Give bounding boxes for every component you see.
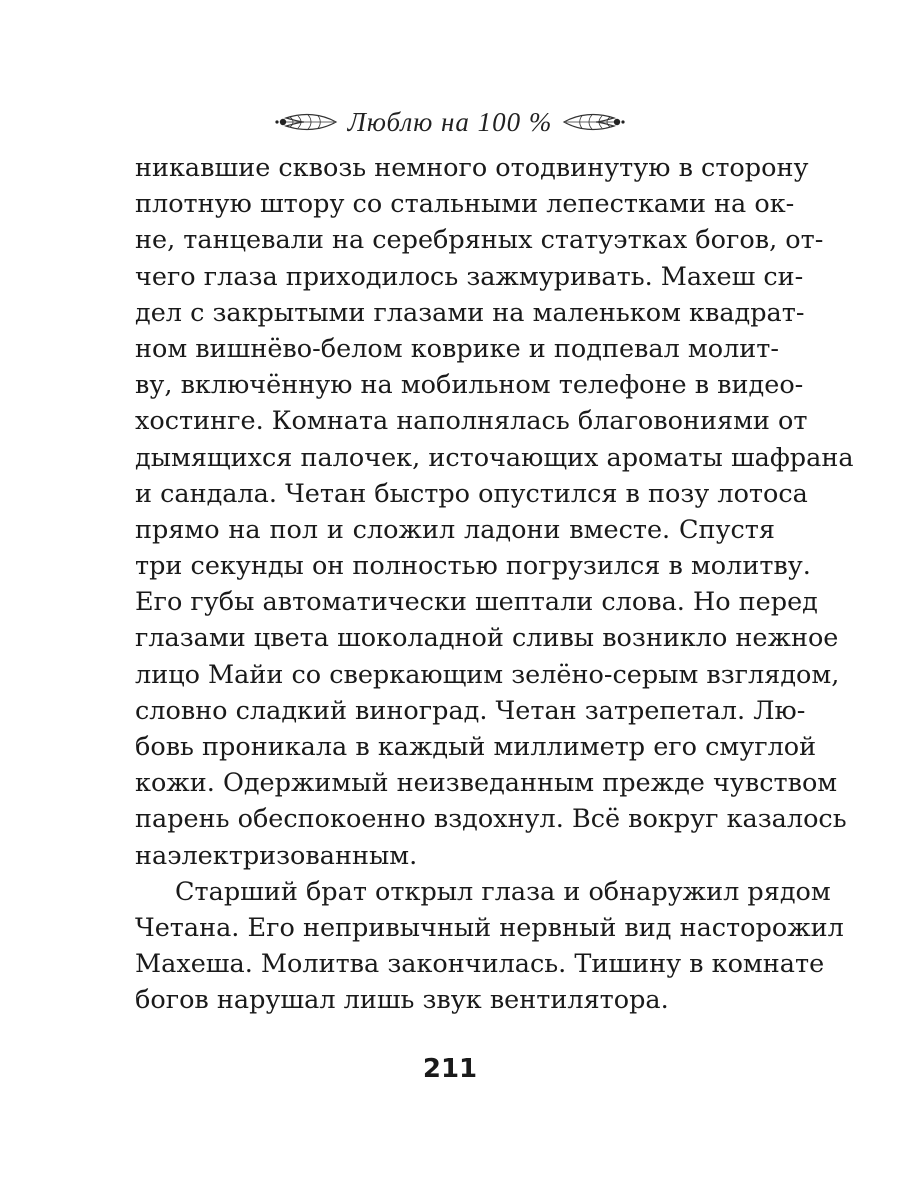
- text-line: парень обеспокоенно вздохнул. Всё вокруг казалось: [135, 804, 847, 835]
- text-line: бовь проникала в каждый миллиметр его смуглой: [135, 732, 817, 762]
- text-line: Старший брат открыл глаза и обнаружил рядом: [175, 876, 831, 907]
- text-line: чего глаза приходилось зажмуривать. Махеш си-: [135, 261, 804, 292]
- text-line: богов нарушал лишь звук вентилятора.: [135, 985, 669, 1016]
- text-line: ном вишнёво-белом коврике и подпевал молит-: [135, 333, 779, 364]
- text-line: прямо на пол и сложил ладони вместе. Спустя: [135, 514, 775, 545]
- text-line: плотную штору со стальными лепестками на ок-: [135, 189, 795, 220]
- running-header-title: Люблю на 100 %: [347, 106, 553, 137]
- text-line: хостинге. Комната наполнялась благовониями от: [135, 406, 808, 437]
- text-line: не, танцевали на серебряных статуэтках богов, от-: [135, 225, 824, 256]
- text-line: и сандала. Четан быстро опустился в позу лотоса: [135, 478, 808, 509]
- text-line: дымящихся палочек, источающих ароматы шафрана: [135, 442, 854, 473]
- text-line: лицо Майи со сверкающим зелёно-серым взглядом,: [135, 659, 840, 690]
- paragraph-2: [135, 874, 844, 1019]
- feather-flourish-icon: [562, 108, 626, 136]
- paragraph-1: [135, 150, 854, 874]
- text-line: Четана. Его непривычный нервный вид насторожил: [135, 912, 844, 943]
- running-header: [0, 98, 900, 146]
- page-number: 211: [422, 1054, 478, 1084]
- text-line: ву, включённую на мобильном телефоне в видео-: [135, 370, 804, 401]
- text-line: три секунды он полностью погрузился в молитву.: [135, 551, 811, 582]
- text-line: никавшие сквозь немного отодвинутую в сторону: [135, 153, 809, 183]
- text-line: Его губы автоматически шептали слова. Но перед: [135, 587, 818, 618]
- text-line: наэлектризованным.: [135, 840, 418, 871]
- text-line: дел с закрытыми глазами на маленьком квадрат-: [135, 297, 805, 328]
- text-line: кожи. Одержимый неизведанным прежде чувством: [135, 768, 838, 799]
- text-line: словно сладкий виноград. Четан затрепетал. Лю-: [135, 695, 806, 726]
- text-line: Махеша. Молитва закончилась. Тишину в комнате: [135, 949, 825, 980]
- text-line: глазами цвета шоколадной сливы возникло нежное: [135, 623, 839, 654]
- feather-flourish-icon: [274, 108, 338, 136]
- body-text: [135, 150, 854, 1019]
